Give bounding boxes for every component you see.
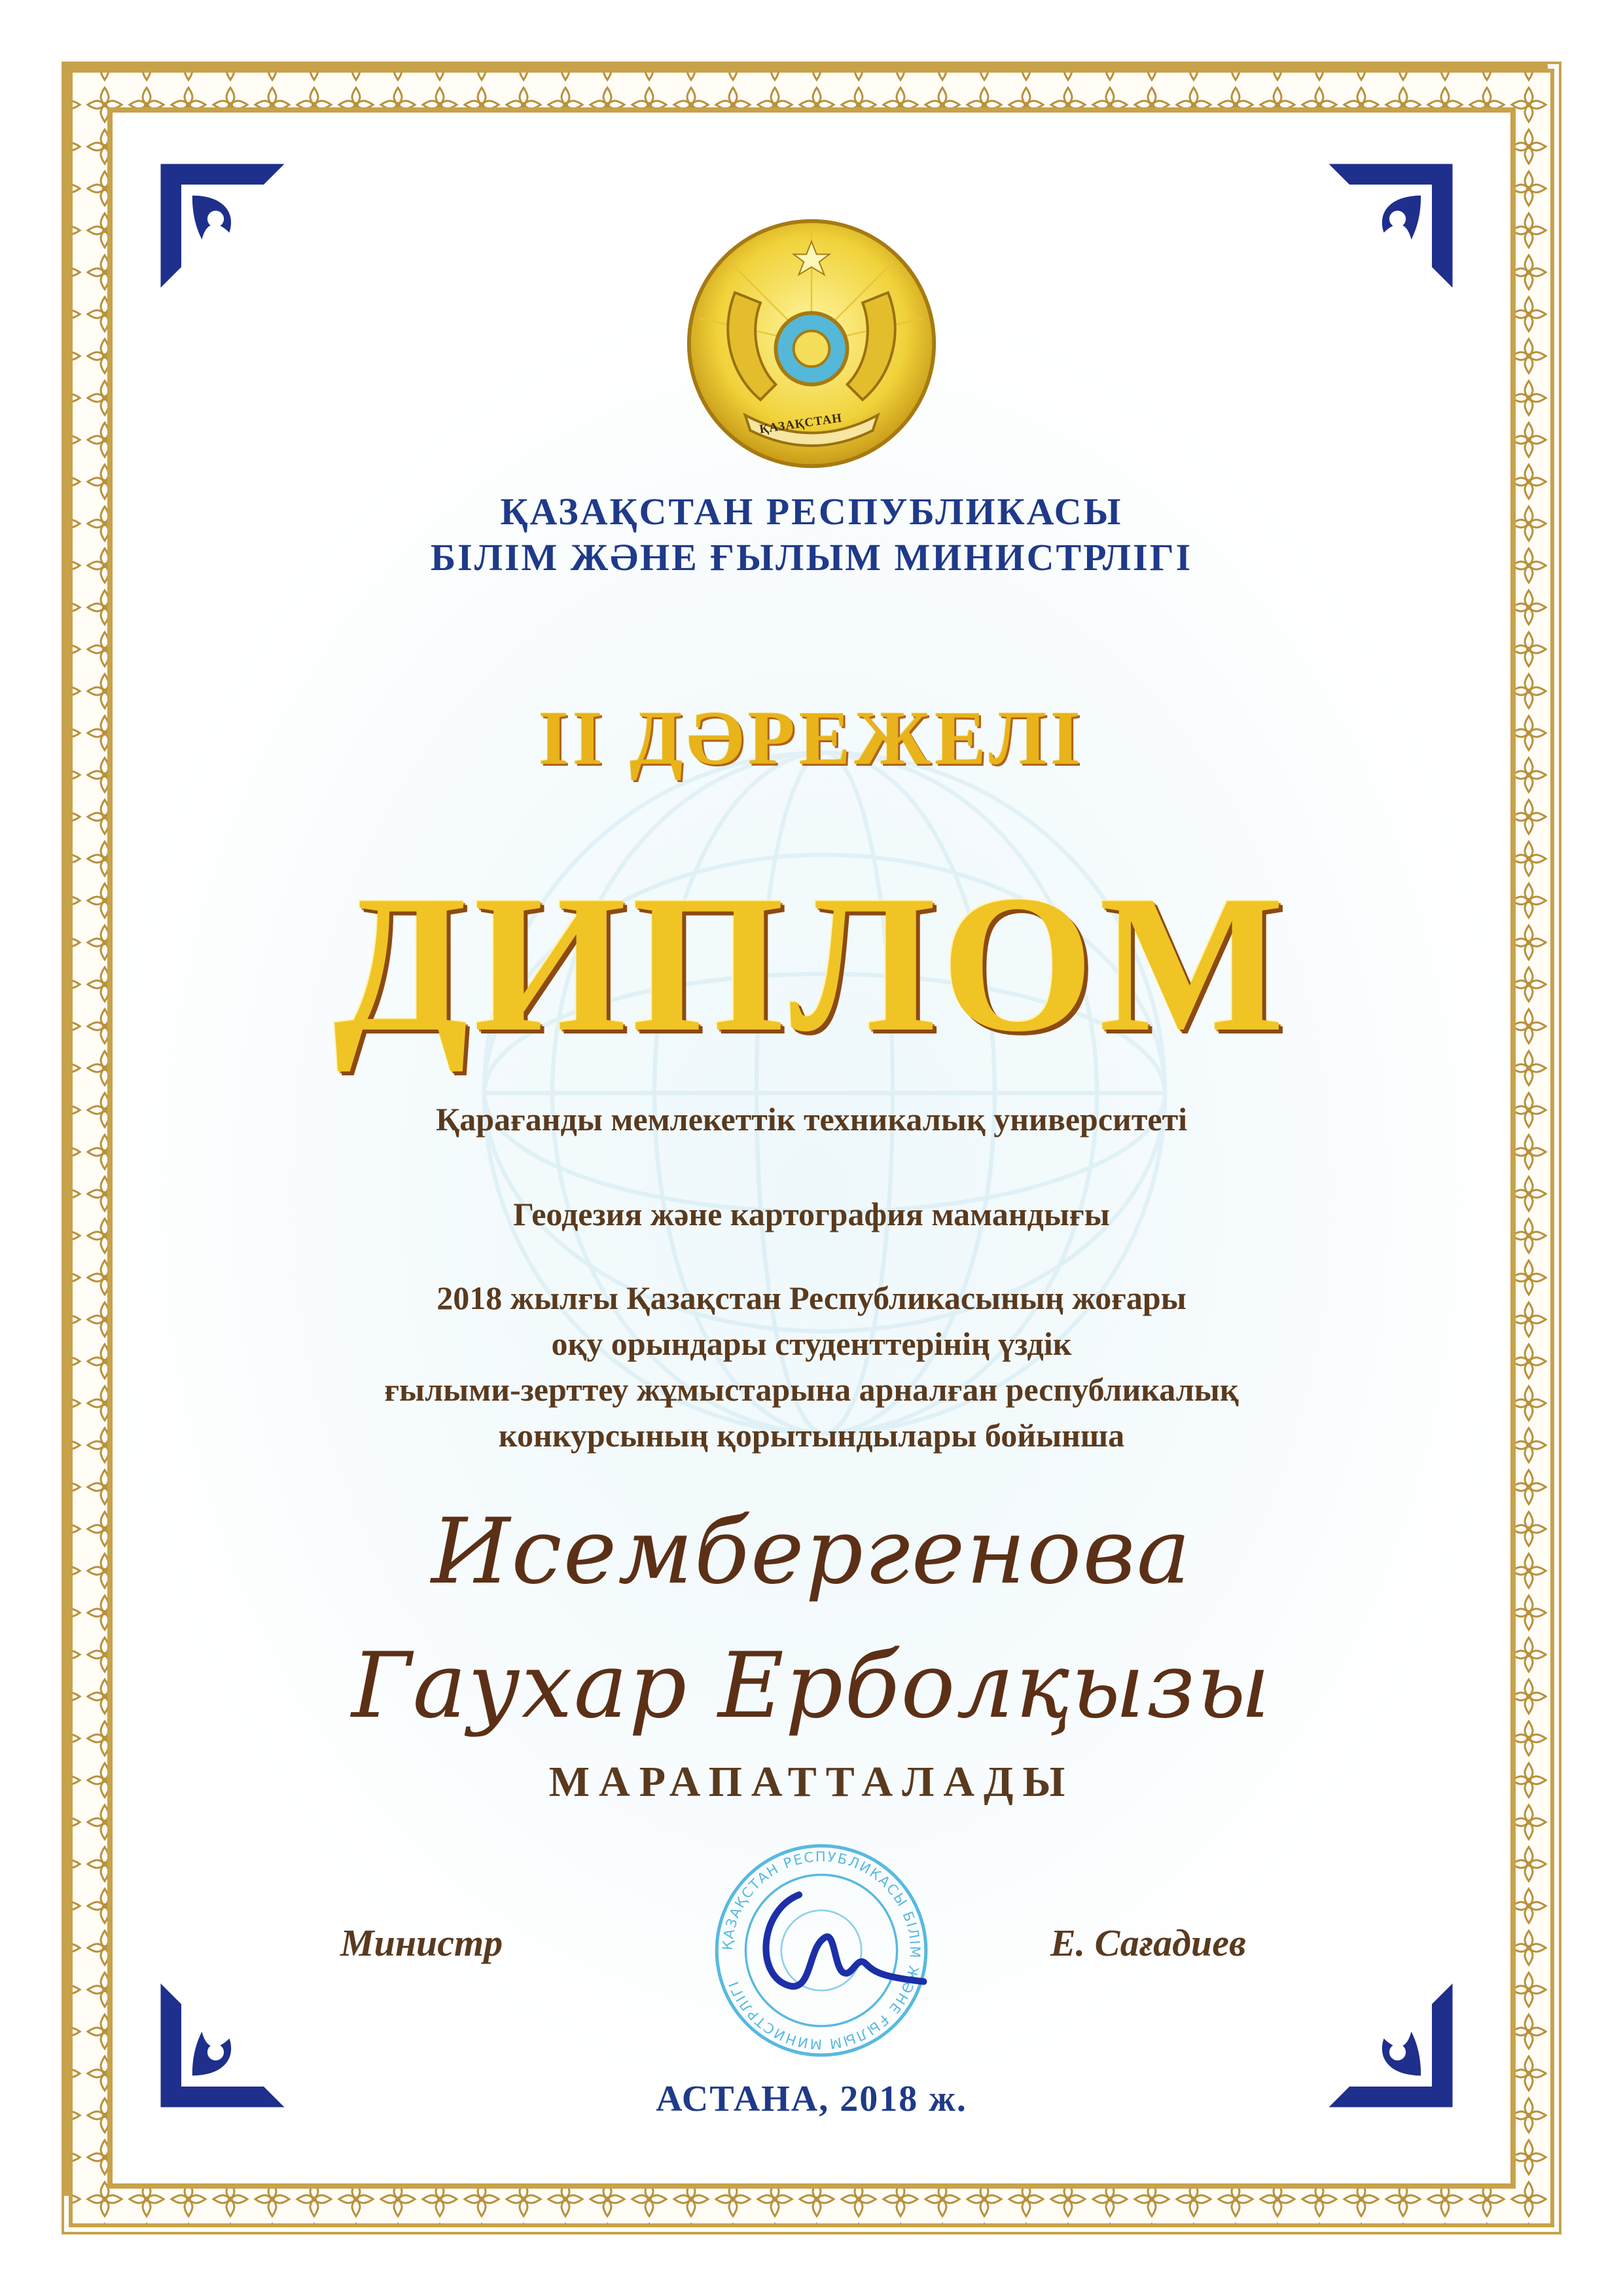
ministry-line-2: БІЛІМ ЖӘНЕ ҒЫЛЫМ МИНИСТРЛІГІ [430, 536, 1193, 579]
corner-ornament-icon [154, 157, 291, 295]
awarded-label: МАРАПАТТАЛАДЫ [548, 1758, 1075, 1806]
diploma-title: ДИПЛОМ [333, 855, 1290, 1072]
recipient-given-name: Гаухар Ерболқызы [351, 1633, 1272, 1738]
minister-name: Е. Сағадиев [1050, 1922, 1246, 1964]
stamp-text: ҚАЗАҚСТАН РЕСПУБЛИКАСЫ БІЛІМ ЖӘНЕ ҒЫЛЫМ МИНИСТРЛІГІ [719, 1848, 924, 2053]
contest-line-3: ғылыми-зерттеу жұмыстарына арналған республикалық [384, 1371, 1239, 1408]
place-date: АСТАНА, 2018 ж. [656, 2079, 967, 2119]
contest-line-1: 2018 жылғы Қазақстан Республикасының жоғары [437, 1280, 1186, 1316]
corner-ornament-icon [1322, 157, 1459, 295]
contest-line-2: оқу орындары студенттерінің үздік [551, 1325, 1072, 1362]
contest-line-4: конкурсының қорытындылары бойынша [498, 1417, 1125, 1454]
specialty-name: Геодезия және картография мамандығы [513, 1196, 1110, 1232]
recipient-surname: Исембергенова [431, 1499, 1192, 1604]
state-emblem-icon [684, 216, 939, 471]
university-name: Қарағанды мемлекеттік техникалық университеті [435, 1101, 1188, 1138]
svg-text:ҚАЗАҚСТАН РЕСПУБЛИКАСЫ БІЛІМ Ж [719, 1848, 923, 2053]
official-stamp [710, 1839, 933, 2062]
minister-role: Министр [340, 1922, 503, 1964]
emblem-ribbon-text: ҚАЗАҚСТАН [758, 411, 844, 437]
ministry-line-1: ҚАЗАҚСТАН РЕСПУБЛИКАСЫ [500, 490, 1123, 533]
degree-label: II ДӘРЕЖЕЛІ [538, 695, 1085, 781]
signature-icon [766, 1895, 924, 1986]
